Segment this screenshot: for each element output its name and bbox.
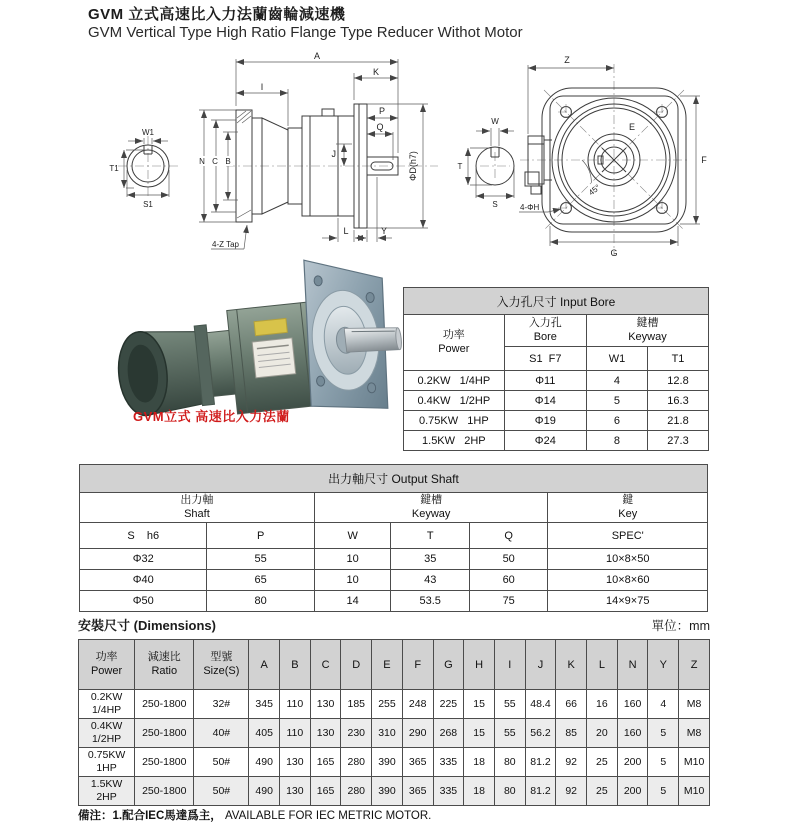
bore-cell: Φ24 bbox=[504, 431, 586, 451]
dim-cell: 66 bbox=[556, 690, 587, 719]
col-l: L bbox=[587, 640, 618, 690]
t-cell: 53.5 bbox=[391, 591, 469, 612]
w1-cell: 4 bbox=[586, 371, 647, 391]
dim-cell: 5 bbox=[648, 719, 679, 748]
col-size-zh: 型號 bbox=[210, 650, 233, 663]
shaft-cell: Φ32 bbox=[80, 549, 207, 570]
dim-cell: 335 bbox=[433, 777, 464, 806]
power-kw: 0.4KW bbox=[90, 719, 123, 732]
dim-label-phi-d: ΦD(h7) bbox=[408, 151, 418, 181]
dim-cell: 18 bbox=[464, 777, 495, 806]
col-n: N bbox=[617, 640, 648, 690]
dim-label-c: C bbox=[212, 157, 218, 166]
dimensions-row bbox=[79, 690, 710, 719]
bore-cell: Φ14 bbox=[504, 391, 586, 411]
size-cell: 40# bbox=[194, 719, 249, 748]
col-w: W bbox=[314, 523, 391, 549]
col-s-h6: S h6 bbox=[80, 523, 207, 549]
dim-label-t: T bbox=[457, 162, 463, 171]
dim-label-g: G bbox=[610, 248, 618, 258]
dim-cell: 365 bbox=[402, 777, 433, 806]
dim-label-l: L bbox=[343, 226, 349, 236]
reducer-photo-body bbox=[109, 251, 403, 422]
dim-cell: 4 bbox=[648, 690, 679, 719]
input-bore-row bbox=[404, 391, 709, 411]
dim-cell: 81.2 bbox=[525, 777, 556, 806]
col-e: E bbox=[372, 640, 403, 690]
dim-label-i: I bbox=[260, 82, 264, 92]
dim-cell: 165 bbox=[310, 777, 341, 806]
col-w1: W1 bbox=[586, 347, 647, 371]
dim-label-e: E bbox=[628, 122, 636, 132]
power-cell bbox=[404, 371, 505, 391]
col-g: G bbox=[433, 640, 464, 690]
dim-cell: 55 bbox=[494, 690, 525, 719]
unit-label: 單位：mm bbox=[651, 619, 710, 633]
power-cell bbox=[404, 411, 505, 431]
col-keyway-en: Keyway bbox=[628, 330, 667, 343]
dim-cell: 85 bbox=[556, 719, 587, 748]
dim-cell: 390 bbox=[372, 748, 403, 777]
bore-cell: Φ19 bbox=[504, 411, 586, 431]
dim-cell: M10 bbox=[679, 777, 710, 806]
dim-cell: 81.2 bbox=[525, 748, 556, 777]
dim-cell: 310 bbox=[372, 719, 403, 748]
dim-cell: 200 bbox=[617, 777, 648, 806]
dim-cell: 48.4 bbox=[525, 690, 556, 719]
dim-cell: 490 bbox=[249, 777, 280, 806]
input-bore-table bbox=[403, 287, 709, 451]
front-view-dimensions bbox=[519, 55, 707, 258]
output-shaft-table bbox=[79, 464, 708, 612]
power-hp: 2HP bbox=[464, 434, 486, 447]
t-cell: 35 bbox=[391, 549, 469, 570]
front-view-drawing bbox=[512, 50, 717, 260]
dim-label-p: P bbox=[378, 106, 386, 116]
q-cell: 50 bbox=[469, 549, 547, 570]
col-t: T bbox=[391, 523, 469, 549]
dim-label-z: Z bbox=[564, 55, 570, 65]
col-power-en: Power bbox=[90, 664, 123, 677]
spec-cell: 14×9×75 bbox=[548, 591, 708, 612]
q-cell: 75 bbox=[469, 591, 547, 612]
power-hp: 1HP bbox=[467, 414, 489, 427]
dim-label-q: Q bbox=[376, 122, 384, 132]
col-key-en: Key bbox=[618, 507, 638, 520]
dim-cell: 130 bbox=[280, 748, 311, 777]
dim-label-j: J bbox=[331, 149, 336, 159]
power-cell bbox=[404, 391, 505, 411]
col-power bbox=[79, 640, 135, 690]
dim-cell: 290 bbox=[402, 719, 433, 748]
size-cell: 50# bbox=[194, 748, 249, 777]
power-hp: 1/2HP bbox=[459, 394, 491, 407]
col-spec: SPEC' bbox=[548, 523, 708, 549]
col-keyway bbox=[314, 493, 548, 523]
dimensions-table bbox=[78, 639, 710, 806]
p-cell: 65 bbox=[207, 570, 314, 591]
dim-cell: 92 bbox=[556, 777, 587, 806]
col-power-zh: 功率 bbox=[442, 328, 465, 341]
dimensions-row bbox=[79, 748, 710, 777]
col-c: C bbox=[310, 640, 341, 690]
t-cell: 43 bbox=[391, 570, 469, 591]
dim-cell: 345 bbox=[249, 690, 280, 719]
bore-cell: Φ11 bbox=[504, 371, 586, 391]
col-ratio bbox=[135, 640, 194, 690]
dim-cell: 160 bbox=[617, 690, 648, 719]
col-size-en: Size(S) bbox=[203, 664, 240, 677]
col-keyway-zh: 鍵槽 bbox=[420, 493, 443, 506]
page-title-en: GVM Vertical Type High Ratio Flange Type Reducer Withot Motor bbox=[88, 24, 523, 41]
dim-cell: 80 bbox=[494, 748, 525, 777]
dim-cell: 280 bbox=[341, 777, 372, 806]
dim-cell: 20 bbox=[587, 719, 618, 748]
dim-label-s1: S1 bbox=[143, 200, 153, 209]
output-shaft-row bbox=[80, 591, 708, 612]
dim-label-k: K bbox=[372, 67, 380, 77]
input-bore-row bbox=[404, 431, 709, 451]
w-cell: 14 bbox=[314, 591, 391, 612]
power-kw: 0.2KW bbox=[90, 690, 123, 703]
size-cell: 32# bbox=[194, 690, 249, 719]
dim-cell: 5 bbox=[648, 777, 679, 806]
power-hp: 2HP bbox=[96, 791, 117, 803]
dim-cell: 110 bbox=[280, 690, 311, 719]
col-k: K bbox=[556, 640, 587, 690]
ratio-cell: 250-1800 bbox=[135, 719, 194, 748]
dim-label-n: N bbox=[199, 157, 205, 166]
page-title-zh: GVM 立式高速比入力法蘭齒輪減速機 bbox=[88, 6, 346, 23]
col-i: I bbox=[494, 640, 525, 690]
q-cell: 60 bbox=[469, 570, 547, 591]
photo-caption: GVM立式 高速比入力法蘭 bbox=[133, 409, 290, 424]
power-kw: 0.2KW bbox=[417, 374, 451, 387]
col-bore-zh: 入力孔 bbox=[528, 316, 562, 329]
dim-cell: 230 bbox=[341, 719, 372, 748]
power-hp: 1HP bbox=[96, 762, 117, 774]
product-photo bbox=[103, 250, 403, 422]
dim-cell: 405 bbox=[249, 719, 280, 748]
col-ratio-zh: 減速比 bbox=[147, 650, 181, 663]
col-a: A bbox=[249, 640, 280, 690]
dim-cell: 130 bbox=[310, 690, 341, 719]
output-shaft-title: 出力軸尺寸 Output Shaft bbox=[80, 465, 708, 493]
footer-note-en: AVAILABLE FOR IEC METRIC MOTOR. bbox=[224, 810, 432, 822]
col-size bbox=[194, 640, 249, 690]
col-bore-sub: S1 F7 bbox=[504, 347, 586, 371]
dim-cell: 335 bbox=[433, 748, 464, 777]
col-keyway-en: Keyway bbox=[411, 507, 451, 520]
dim-label-w1: W1 bbox=[142, 128, 154, 137]
w1-cell: 6 bbox=[586, 411, 647, 431]
shaft-cell: Φ50 bbox=[80, 591, 207, 612]
ratio-cell: 250-1800 bbox=[135, 777, 194, 806]
spec-cell: 10×8×60 bbox=[548, 570, 708, 591]
tap-callout-label: 4-Z Tap bbox=[212, 240, 239, 249]
dim-cell: 268 bbox=[433, 719, 464, 748]
col-power-zh: 功率 bbox=[95, 650, 118, 663]
power-cell bbox=[79, 719, 135, 748]
ratio-cell: 250-1800 bbox=[135, 748, 194, 777]
col-ratio-en: Ratio bbox=[151, 664, 178, 677]
dim-cell: 225 bbox=[433, 690, 464, 719]
col-shaft-zh: 出力軸 bbox=[180, 493, 214, 506]
p-cell: 80 bbox=[207, 591, 314, 612]
power-kw: 1.5KW bbox=[422, 434, 456, 447]
dimensions-row bbox=[79, 777, 710, 806]
bolt-hole-callout: 4-ΦH bbox=[520, 203, 540, 212]
col-q: Q bbox=[469, 523, 547, 549]
dim-cell: 130 bbox=[310, 719, 341, 748]
col-power-en: Power bbox=[438, 342, 470, 355]
dim-label-a: A bbox=[313, 51, 321, 61]
dim-cell: 16 bbox=[587, 690, 618, 719]
dimensions-heading-row bbox=[78, 615, 710, 634]
col-f: F bbox=[402, 640, 433, 690]
ratio-cell: 250-1800 bbox=[135, 690, 194, 719]
dim-cell: 25 bbox=[587, 777, 618, 806]
spec-cell: 10×8×50 bbox=[548, 549, 708, 570]
dim-label-y: Y bbox=[380, 226, 388, 236]
col-shaft-en: Shaft bbox=[184, 507, 210, 520]
dimensions-row bbox=[79, 719, 710, 748]
dim-label-b: B bbox=[225, 157, 231, 166]
dim-cell: 5 bbox=[648, 748, 679, 777]
dim-cell: 55 bbox=[494, 719, 525, 748]
power-cell bbox=[79, 690, 135, 719]
t1-cell: 27.3 bbox=[647, 431, 708, 451]
w-cell: 10 bbox=[314, 549, 391, 570]
dim-cell: 110 bbox=[280, 719, 311, 748]
input-shaft-section bbox=[109, 128, 180, 209]
dim-cell: 15 bbox=[464, 719, 495, 748]
w-cell: 10 bbox=[314, 570, 391, 591]
dim-cell: 248 bbox=[402, 690, 433, 719]
dim-cell: 92 bbox=[556, 748, 587, 777]
dim-cell: 390 bbox=[372, 777, 403, 806]
power-kw: 0.75KW bbox=[418, 414, 459, 427]
dim-cell: 185 bbox=[341, 690, 372, 719]
col-bore-en: Bore bbox=[533, 330, 557, 343]
col-j: J bbox=[525, 640, 556, 690]
side-view-dimensions bbox=[198, 51, 428, 249]
dim-cell: 160 bbox=[617, 719, 648, 748]
angle-label: 45° bbox=[586, 182, 603, 198]
dim-label-w: W bbox=[491, 117, 499, 126]
shaft-cell: Φ40 bbox=[80, 570, 207, 591]
dim-cell: 280 bbox=[341, 748, 372, 777]
power-cell bbox=[79, 777, 135, 806]
power-kw: 0.75KW bbox=[87, 748, 126, 761]
reducer-side-profile bbox=[226, 104, 438, 228]
dimensions-heading: 安裝尺寸 (Dimensions) bbox=[78, 618, 216, 633]
size-cell: 50# bbox=[194, 777, 249, 806]
power-cell bbox=[79, 748, 135, 777]
dim-cell: 25 bbox=[587, 748, 618, 777]
dim-cell: 200 bbox=[617, 748, 648, 777]
power-hp: 1/4HP bbox=[459, 374, 491, 387]
dim-cell: M8 bbox=[679, 719, 710, 748]
dim-label-f: F bbox=[701, 155, 707, 165]
t1-cell: 12.8 bbox=[647, 371, 708, 391]
dim-cell: 255 bbox=[372, 690, 403, 719]
col-b: B bbox=[280, 640, 311, 690]
input-bore-row bbox=[404, 411, 709, 431]
dim-cell: 18 bbox=[464, 748, 495, 777]
power-cell bbox=[404, 431, 505, 451]
p-cell: 55 bbox=[207, 549, 314, 570]
input-flange-side-tab bbox=[525, 136, 552, 194]
output-shaft-row bbox=[80, 549, 708, 570]
dim-cell: 80 bbox=[494, 777, 525, 806]
col-shaft bbox=[80, 493, 315, 523]
w1-cell: 5 bbox=[586, 391, 647, 411]
col-d: D bbox=[341, 640, 372, 690]
col-bore bbox=[504, 315, 586, 347]
power-kw: 1.5KW bbox=[90, 777, 123, 790]
dim-cell: M10 bbox=[679, 748, 710, 777]
col-z: Z bbox=[679, 640, 710, 690]
power-hp: 1/2HP bbox=[91, 733, 122, 745]
dim-label-t1: T1 bbox=[109, 164, 119, 173]
col-keyway bbox=[586, 315, 708, 347]
t1-cell: 16.3 bbox=[647, 391, 708, 411]
input-bore-title: 入力孔尺寸 Input Bore bbox=[404, 288, 709, 315]
power-hp: 1/4HP bbox=[91, 704, 122, 716]
dim-cell: M8 bbox=[679, 690, 710, 719]
col-power bbox=[404, 315, 505, 371]
dim-cell: 56.2 bbox=[525, 719, 556, 748]
power-kw: 0.4KW bbox=[417, 394, 451, 407]
t1-cell: 21.8 bbox=[647, 411, 708, 431]
dim-cell: 365 bbox=[402, 748, 433, 777]
footer-note bbox=[78, 807, 431, 823]
output-shaft-row bbox=[80, 570, 708, 591]
w1-cell: 8 bbox=[586, 431, 647, 451]
dim-cell: 165 bbox=[310, 748, 341, 777]
input-bore-row bbox=[404, 371, 709, 391]
dim-cell: 130 bbox=[280, 777, 311, 806]
col-p: P bbox=[207, 523, 314, 549]
col-y: Y bbox=[648, 640, 679, 690]
col-h: H bbox=[464, 640, 495, 690]
col-key-zh: 鍵 bbox=[622, 493, 634, 506]
col-key bbox=[548, 493, 708, 523]
col-keyway-zh: 鍵槽 bbox=[636, 316, 659, 329]
col-t1: T1 bbox=[647, 347, 708, 371]
dim-label-s: S bbox=[492, 200, 498, 208]
dim-cell: 15 bbox=[464, 690, 495, 719]
side-view-drawing bbox=[86, 48, 444, 253]
dim-cell: 490 bbox=[249, 748, 280, 777]
footer-note-zh: 備注：1.配合IEC馬達爲主， bbox=[78, 810, 222, 822]
